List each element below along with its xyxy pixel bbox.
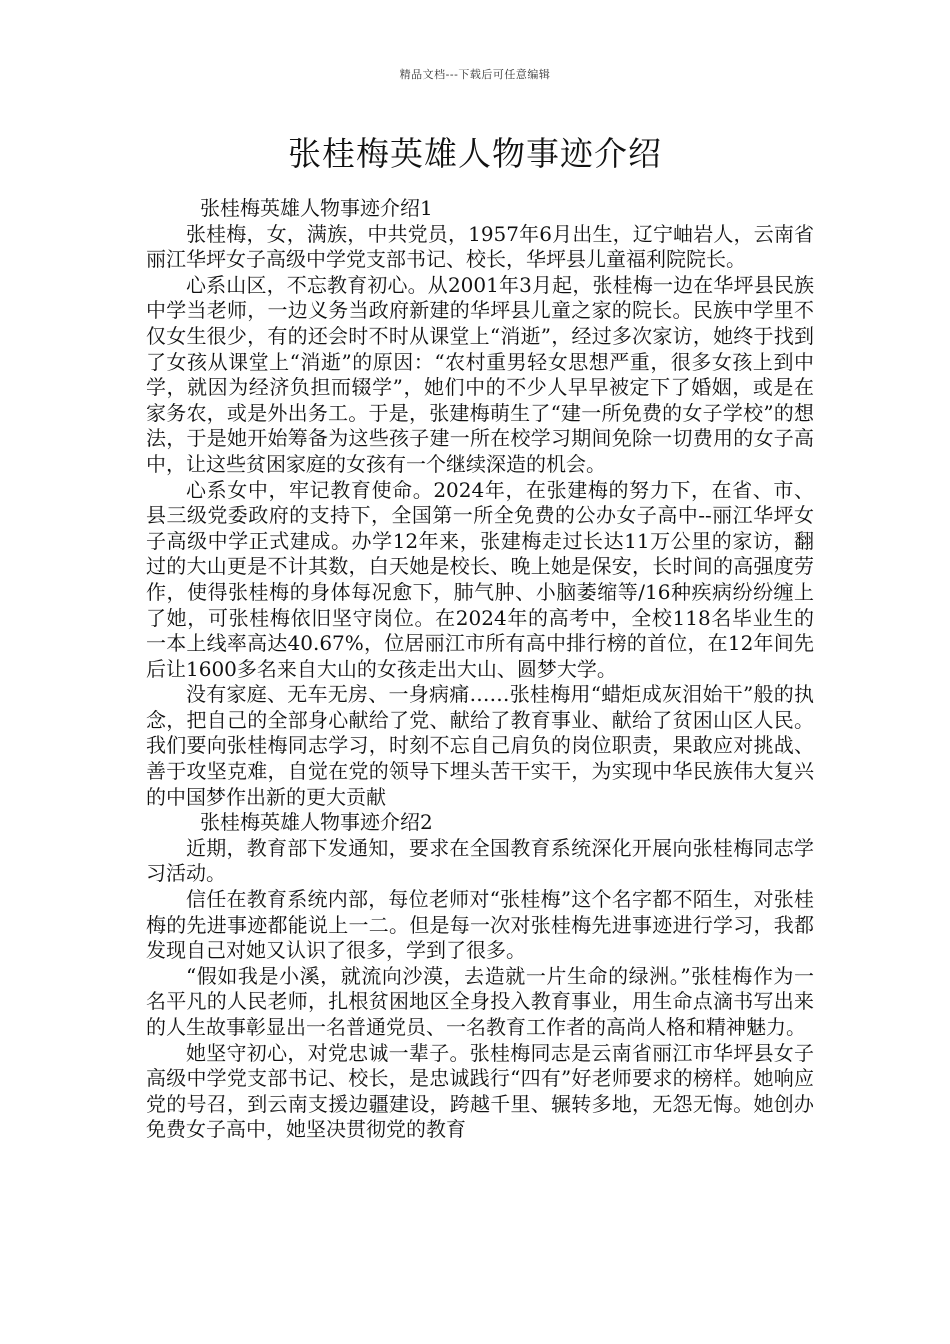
paragraph: 没有家庭、无车无房、一身病痛……张桂梅用“蜡炬成灰泪始干”般的执念，把自己的全部身心献给了党、献给了教育事业、献给了贫困山区人民。我们要向张桂梅同志学习，时刻不忘自己肩负的岗位职责，果敢应对挑战、善于攻坚克难，自觉在党的领导下埋头苦干实干，为实现中华民族伟大复兴的中国梦作出新的更大贡献 bbox=[146, 682, 814, 809]
paragraph: “假如我是小溪，就流向沙漠，去造就一片生命的绿洲。”张桂梅作为一名平凡的人民老师，扎根贫困地区全身投入教育事业，用生命点滴书写出来的人生故事彰显出一名普通党员、一名教育工作者的高尚人格和精神魅力。 bbox=[146, 963, 814, 1039]
document-body bbox=[146, 196, 814, 1143]
paragraph: 心系女中，牢记教育使命。2024年，在张建梅的努力下，在省、市、县三级党委政府的支持下，全国第一所全免费的公办女子高中--丽江华坪女子高级中学正式建成。办学12年来，张建梅走过长达11万公里的家访，翻过的大山更是不计其数，白天她是校长、晚上她是保安，长时间的高强度劳作，使得张桂梅的身体每况愈下，肺气肿、小脑萎缩等/16种疾病纷纷缠上了她，可张桂梅依旧坚守岗位。在2024年的高考中，全校118名毕业生的一本上线率高达40.67%，位居丽江市所有高中排行榜的首位，在12年间先后让1600多名来自大山的女孩走出大山、圆梦大学。 bbox=[146, 477, 814, 681]
document-title: 张桂梅英雄人物事迹介绍 bbox=[288, 134, 662, 173]
section-heading-2: 张桂梅英雄人物事迹介绍2 bbox=[200, 810, 433, 835]
paragraph: 她坚守初心，对党忠诚一辈子。张桂梅同志是云南省丽江市华坪县女子高级中学党支部书记、校长，是忠诚践行“四有”好老师要求的榜样。她响应党的号召，到云南支援边疆建设，跨越千里、辗转多地，无怨无悔。她创办免费女子高中，她坚决贯彻党的教育 bbox=[146, 1040, 814, 1142]
paragraph: 张桂梅，女，满族，中共党员，1957年6月出生，辽宁岫岩人，云南省丽江华坪女子高级中学党支部书记、校长，华坪县儿童福利院院长。 bbox=[146, 221, 814, 272]
page-header: 精品文档---下载后可任意编辑 bbox=[399, 68, 551, 81]
paragraph: 信任在教育系统内部，每位老师对“张桂梅”这个名字都不陌生，对张桂梅的先进事迹都能说上一二。但是每一次对张桂梅先进事迹进行学习，我都发现自己对她又认识了很多，学到了很多。 bbox=[146, 887, 814, 963]
paragraph: 近期，教育部下发通知，要求在全国教育系统深化开展向张桂梅同志学习活动。 bbox=[146, 835, 814, 886]
section-heading-1: 张桂梅英雄人物事迹介绍1 bbox=[200, 196, 433, 220]
paragraph: 心系山区，不忘教育初心。从2001年3月起，张桂梅一边在华坪县民族中学当老师，一边义务当政府新建的华坪县儿童之家的院长。民族中学里不仅女生很少，有的还会时不时从课堂上“消逝”，经过多次家访，她终于找到了女孩从课堂上“消逝”的原因：“农村重男轻女思想严重，很多女孩上到中学，就因为经济负担而辍学”，她们中的不少人早早被定下了婚姻，或是在家务农，或是外出务工。于是，张建梅萌生了“建一所免费的女子学校”的想法，于是她开始筹备为这些孩子建一所在校学习期间免除一切费用的女子高中，让这些贫困家庭的女孩有一个继续深造的机会。 bbox=[146, 272, 814, 476]
